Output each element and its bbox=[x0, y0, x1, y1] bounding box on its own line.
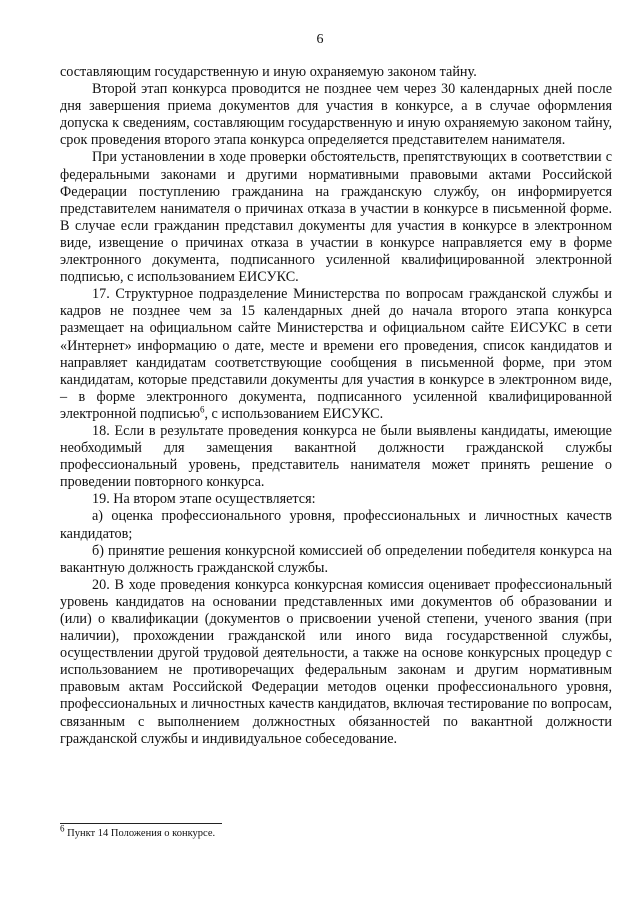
footnote-divider bbox=[60, 823, 222, 824]
paragraph-refusal-notice: При установлении в ходе проверки обстоятельств, препятствующих в соответствии с федеральными законами и другими нормативными правовыми актами Российской Федерации поступлению гражданина на гражданскую службу, он информируется представителем нанимателя о причинах отказа в участии в конкурсе в письменной форме. В случае если гражданин представил документы для участия в конкурсе в электронном виде, извещение о причинах отказа в участии в конкурсе направляется ему в форме электронного документа, подписанного усиленной квалифицированной электронной подписью, с использованием ЕИСУКС. bbox=[60, 149, 612, 286]
paragraph-19: 19. На втором этапе осуществляется: bbox=[92, 491, 316, 508]
footnote-marker: 6 bbox=[60, 823, 65, 834]
paragraph-continuation: составляющим государственную и иную охраняемую законом тайну. bbox=[60, 64, 477, 80]
footnote bbox=[60, 823, 612, 840]
footnote-text: Пункт 14 Положения о конкурсе. bbox=[64, 828, 216, 839]
paragraph-second-stage-timing: Второй этап конкурса проводится не позднее чем через 30 календарных дней после дня завершения приема документов для участия в конкурсе, а в случае оформления допуска к сведениям, составляющим государственную и иную охраняемую законом тайну, срок проведения второго этапа конкурса определяется представителем нанимателя. bbox=[60, 81, 612, 149]
paragraph-20: 20. В ходе проведения конкурса конкурсная комиссия оценивает профессиональный уровень кандидатов на основании представленных ими документов об образовании и (или) о квалификации (документов о присвоении ученой степени, ученого звания (при наличии), прохождении гражданской или иного вида государственной службы, осуществлении другой трудовой деятельности, а также на основе конкурсных процедур с использованием не противоречащих федеральным законам и другим нормативным правовым актам Российской Федерации методов оценки профессионального уровня, профессиональных и личностных качеств кандидатов, включая тестирование по вопросам, связанным с выполнением должностных обязанностей по вакантной должности гражданской службы и индивидуальное собеседование. bbox=[60, 576, 612, 747]
footnote-reference: 6 bbox=[199, 404, 205, 415]
list-item-a: а) оценка профессионального уровня, профессиональных и личностных качеств кандидатов; bbox=[60, 508, 612, 542]
list-item-b: б) принятие решения конкурсной комиссией об определении победителя конкурса на вакантную должность гражданской службы. bbox=[60, 542, 612, 576]
document-body bbox=[60, 64, 612, 748]
paragraph-17-tail: , с использованием ЕИСУКС. bbox=[204, 405, 384, 422]
paragraph-17 bbox=[60, 286, 612, 423]
page-number: 6 bbox=[316, 32, 324, 47]
paragraph-18: 18. Если в результате проведения конкурса не были выявлены кандидаты, имеющие необходимый для замещения вакантной должности гражданской службы профессиональный уровень, представитель нанимателя может принять решение о проведении повторного конкурса. bbox=[60, 422, 612, 491]
paragraph-17-text: 17. Структурное подразделение Министерства по вопросам гражданской службы и кадров не позднее чем за 15 календарных дней до начала второго этапа конкурса размещает на официальном сайте Министерства и официальном сайте ЕИСУКС в сети «Интернет» информацию о дате, месте и времени его проведения, список кандидатов и направляет кандидатам соответствующие сообщения в письменной форме, при этом кандидатам, которые представили документы для участия в конкурсе в электронном виде, – в форме электронного документа, подписанного усиленной квалифицированной электронной подписью bbox=[60, 286, 612, 422]
